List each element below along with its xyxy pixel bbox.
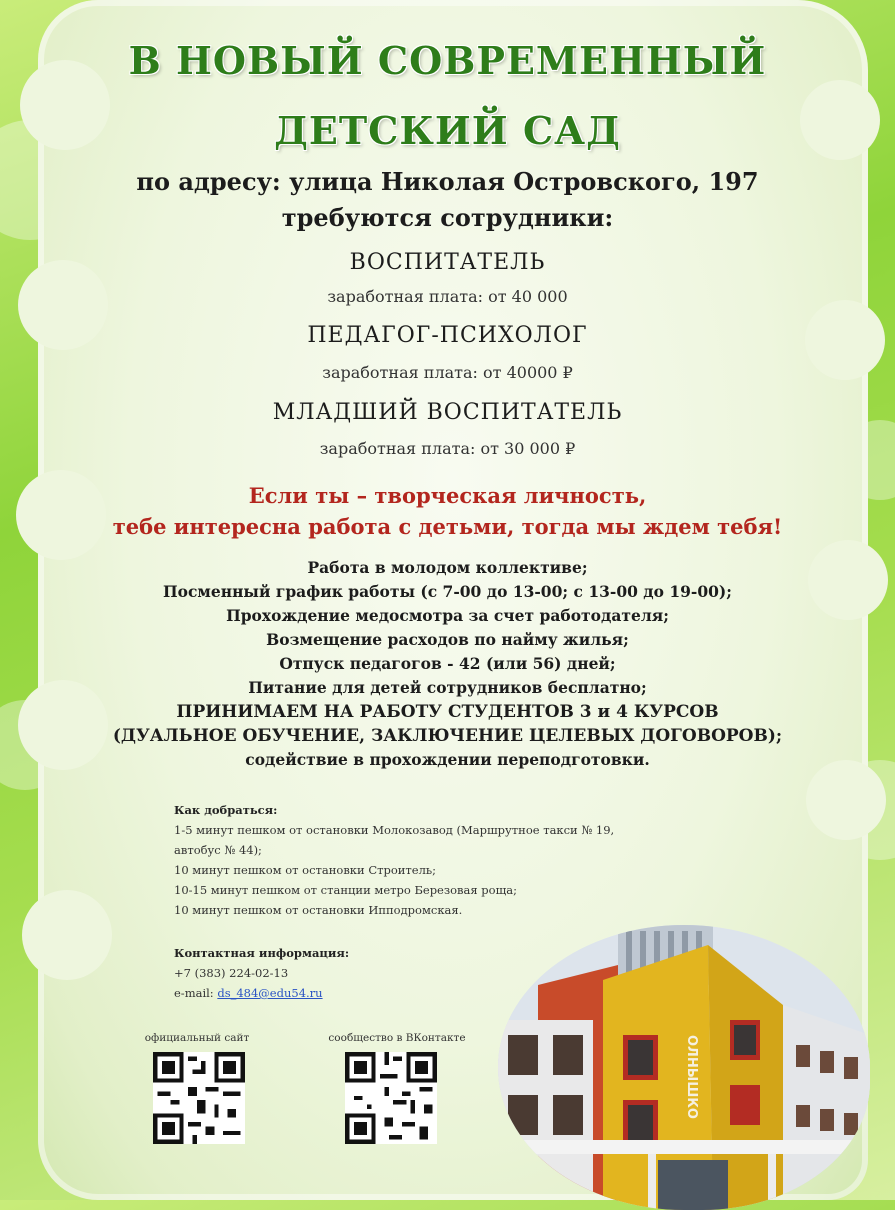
email-label: e-mail: [174,986,214,1000]
students-line-3: содействие в прохождении переподготовки. [245,750,650,769]
job-title: ВОСПИТАТЕЛЬ [349,250,546,275]
qr-site-label: официальный сайт [144,1032,250,1044]
benefit-item: Отпуск педагогов - 42 (или 56) дней; [279,654,616,673]
qr-code-icon [153,1052,245,1144]
direction-line: автобус № 44); [174,843,262,857]
direction-line: 1-5 минут пешком от остановки Молокозавод (Маршрутное такси № 19, [174,823,615,837]
contact-phone[interactable]: +7 (383) 224-02-13 [174,966,289,980]
students-line-2: (ДУАЛЬНОЕ ОБУЧЕНИЕ, ЗАКЛЮЧЕНИЕ ЦЕЛЕВЫХ ДОГОВОРОВ); [112,726,783,746]
benefit-item: Работа в молодом коллективе; [307,558,588,577]
benefits-list [0,556,895,772]
email-link[interactable]: ds_484@edu54.ru [217,986,323,1000]
appeal-line-2: тебе интересна работа с детьми, тогда мы ждем тебя! [112,514,783,539]
contacts-block [174,943,494,1003]
job-title: ПЕДАГОГ-ПСИХОЛОГ [307,323,588,348]
job-salary: заработная плата: от 30 000 ₽ [319,439,576,458]
direction-line: 10-15 минут пешком от станции метро Березовая роща; [174,883,518,897]
benefit-item: Возмещение расходов по найму жилья; [266,630,629,649]
direction-line: 10 минут пешком от остановки Ипподромская. [174,903,463,917]
job-salary: заработная плата: от 40000 ₽ [322,363,573,382]
directions-block [174,800,814,920]
benefit-item: Питание для детей сотрудников бесплатно; [248,678,647,697]
qr-code-site[interactable] [153,1052,245,1144]
job-title: МЛАДШИЙ ВОСПИТАТЕЛЬ [272,400,623,425]
title-line-1: В НОВЫЙ СОВРЕМЕННЫЙ [128,38,767,83]
qr-vk-label: сообщество в ВКонтакте [328,1032,466,1044]
direction-line: 10 минут пешком от остановки Строитель; [174,863,437,877]
benefit-item: Прохождение медосмотра за счет работодателя; [226,606,669,625]
directions-heading: Как добраться: [174,803,278,817]
contacts-heading: Контактная информация: [174,946,350,960]
appeal-line-1: Если ты – творческая личность, [248,483,647,508]
required-line: требуются сотрудники: [281,203,614,232]
qr-code-vk[interactable] [345,1052,437,1144]
students-line-1: ПРИНИМАЕМ НА РАБОТУ СТУДЕНТОВ 3 и 4 КУРСОВ [176,702,719,722]
kindergarten-building-photo [498,925,870,1210]
building-illustration [498,925,870,1210]
address-line: по адресу: улица Николая Островского, 197 [136,167,759,196]
benefit-item: Посменный график работы (с 7-00 до 13-00; с 13-00 до 19-00); [162,582,732,601]
title-line-2: ДЕТСКИЙ САД [274,108,621,153]
job-salary: заработная плата: от 40 000 [327,287,568,306]
qr-code-icon [345,1052,437,1144]
building-sign: ОЛНЫШКО [684,1035,699,1119]
